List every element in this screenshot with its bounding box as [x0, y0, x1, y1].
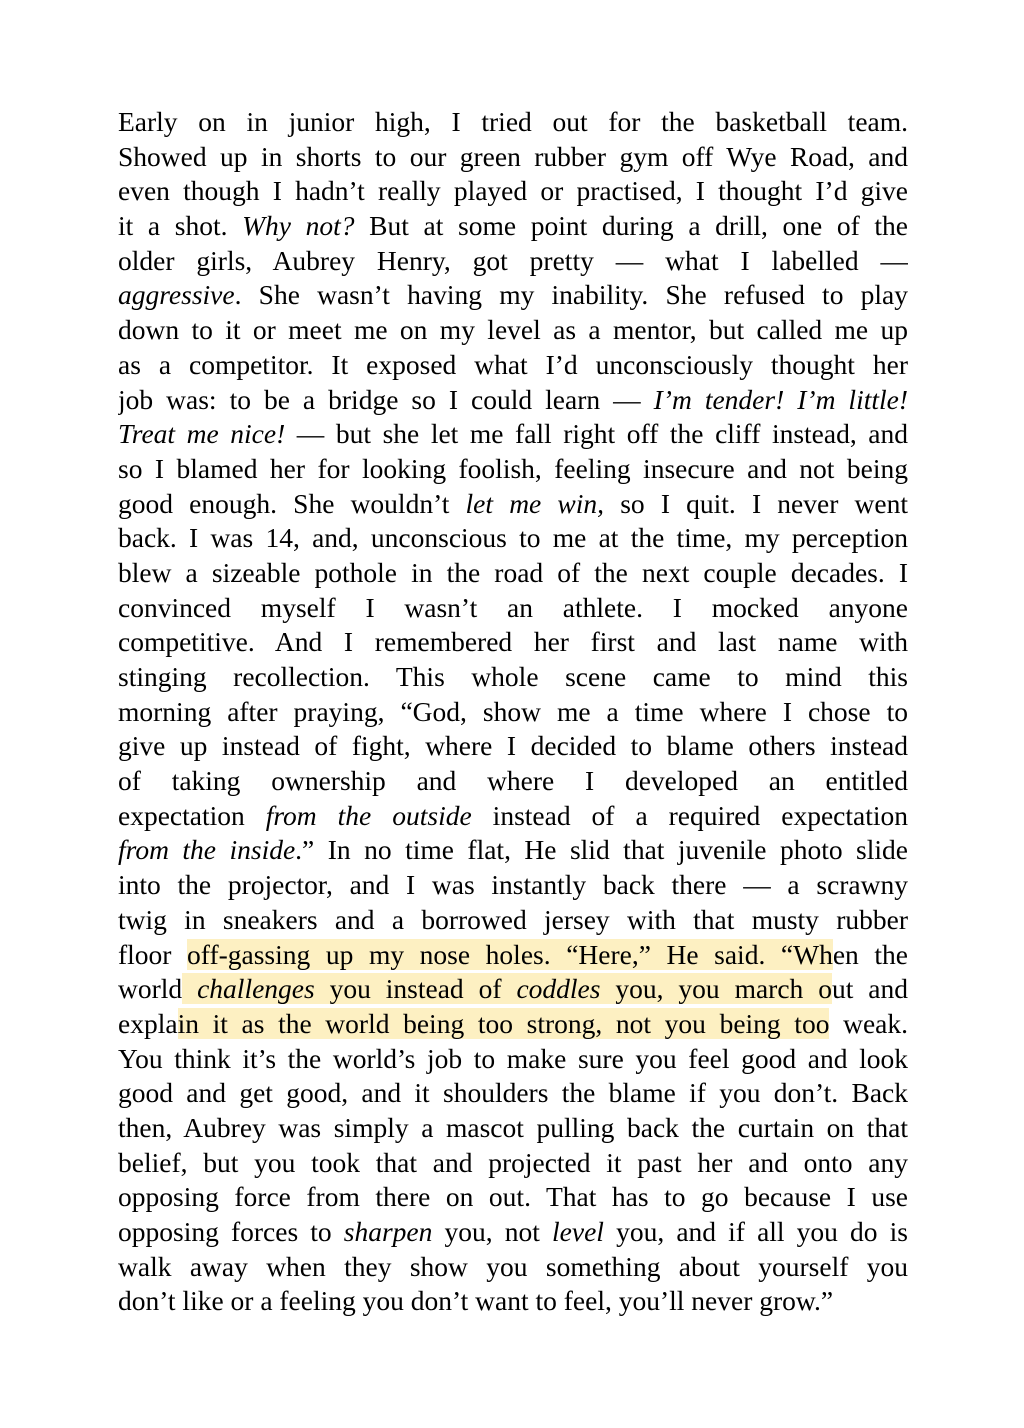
italic-text: from the outside [265, 799, 472, 831]
highlighted-text: challenges [197, 973, 315, 1005]
italic-text: I’m tender! I’m little! [653, 383, 908, 415]
text-run: floor [118, 938, 188, 970]
text-line [118, 556, 908, 591]
text-run: . She wasn’t having my inability. She refused to play [234, 279, 908, 311]
text-run: instead of a required expectation [471, 799, 908, 831]
text-run: But at some point during a drill, one of the [354, 210, 908, 242]
text-line [118, 903, 908, 938]
italic-text: let me win, [465, 487, 605, 519]
text-line [118, 660, 908, 695]
text-line [118, 1042, 908, 1077]
text-run: convinced myself I wasn’t an athlete. I mocked anyone [118, 591, 908, 623]
highlighted-text: in it as the world being too strong, not you being too [177, 1007, 830, 1039]
text-run: you, and if all you do is [603, 1216, 908, 1247]
highlighted-text: you instead of [314, 973, 517, 1005]
text-run: belief, but you took that and projected it past her and onto any [118, 1146, 908, 1178]
text-line [118, 1076, 908, 1111]
text-run: weak. [829, 1007, 908, 1039]
text-run: walk away when they show you something about yourself you [118, 1250, 908, 1282]
text-line [118, 972, 908, 1007]
text-line [118, 1007, 908, 1042]
text-run: job was: to be a bridge so I could learn — [118, 383, 654, 415]
text-line [118, 729, 908, 764]
text-line [118, 521, 908, 556]
text-line [118, 209, 908, 244]
text-run: world [118, 973, 183, 1005]
text-run: so I quit. I never went [604, 487, 908, 519]
text-run: ut and [831, 973, 908, 1005]
text-line [118, 833, 908, 868]
text-line [118, 764, 908, 799]
highlighted-text: coddles [516, 973, 601, 1005]
text-line [118, 1180, 908, 1215]
text-run: good enough. She wouldn’t [118, 487, 466, 519]
italic-text: level [552, 1216, 604, 1247]
body-paragraph [118, 105, 908, 1319]
text-line [118, 417, 908, 452]
text-run: competitive. And I remembered her first and last name with [118, 626, 908, 658]
italic-text: aggressive [118, 279, 235, 311]
text-line [118, 140, 908, 175]
text-run: Early on in junior high, I tried out for the basketball team. [118, 106, 908, 137]
highlighted-text: you, you march o [600, 973, 832, 1005]
italic-text: sharpen [343, 1216, 433, 1247]
text-line [118, 625, 908, 660]
text-run: opposing force from there on out. That has to go because I use [118, 1181, 908, 1213]
text-run: give up instead of fight, where I decided to blame others instead [118, 730, 908, 762]
text-run: You think it’s the world’s job to make sure you feel good and look [118, 1042, 908, 1074]
text-run: even though I hadn’t really played or practised, I thought I’d give [118, 175, 908, 207]
text-run: older girls, Aubrey Henry, got pretty — what I labelled — [118, 244, 908, 276]
text-run: then, Aubrey was simply a mascot pulling back the curtain on that [118, 1111, 908, 1143]
text-line [118, 1250, 908, 1285]
text-line [118, 244, 908, 279]
text-run: it a shot. [118, 210, 243, 242]
text-run: don’t like or a feeling you don’t want to feel, you’ll never grow.” [118, 1285, 834, 1317]
text-run: blew a sizeable pothole in the road of the next couple decades. I [118, 556, 908, 588]
text-run: into the projector, and I was instantly back there — a scrawny [118, 869, 908, 901]
text-line [118, 105, 908, 140]
italic-text: Why not? [242, 210, 355, 242]
text-line [118, 487, 908, 522]
text-run: as a competitor. It exposed what I’d unconsciously thought her [118, 348, 908, 380]
text-run: .” In no time flat, He slid that juvenile photo slide [295, 834, 908, 866]
text-line [118, 313, 908, 348]
text-run: you, not [432, 1216, 553, 1247]
text-run: en the [832, 938, 908, 970]
text-line [118, 383, 908, 418]
text-line [118, 1215, 908, 1250]
text-line [118, 1284, 908, 1319]
text-line [118, 591, 908, 626]
italic-text: from the inside [118, 834, 296, 866]
text-line [118, 278, 908, 313]
text-line [118, 174, 908, 209]
text-line [118, 348, 908, 383]
text-run: opposing forces to [118, 1216, 344, 1247]
highlighted-text [182, 973, 197, 1004]
text-run: twig in sneakers and a borrowed jersey with that musty rubber [118, 903, 908, 935]
text-run: down to it or meet me on my level as a mentor, but called me up [118, 314, 908, 346]
text-run: of taking ownership and where I developed an entitled [118, 765, 908, 797]
text-line [118, 695, 908, 730]
text-line [118, 799, 908, 834]
text-run: expla [118, 1007, 178, 1039]
text-run: expectation [118, 799, 266, 831]
text-line [118, 1111, 908, 1146]
text-run: stinging recollection. This whole scene came to mind this [118, 661, 908, 692]
text-line [118, 452, 908, 487]
italic-text: Treat me nice! [118, 418, 286, 450]
text-line [118, 938, 908, 973]
text-run: Showed up in shorts to our green rubber gym off Wye Road, and [118, 140, 908, 172]
text-run: good and get good, and it shoulders the blame if you don’t. Back [118, 1077, 908, 1109]
text-run: so I blamed her for looking foolish, feeling insecure and not being [118, 452, 908, 484]
highlighted-text: off-gassing up my nose holes. “Here,” He said. “Wh [187, 938, 833, 970]
text-run: — but she let me fall right off the cliff instead, and [285, 418, 908, 450]
text-line [118, 868, 908, 903]
text-run: back. I was 14, and, unconscious to me at the time, my perception [118, 522, 908, 554]
text-line [118, 1146, 908, 1181]
text-run: morning after praying, “God, show me a time where I chose to [118, 695, 908, 727]
